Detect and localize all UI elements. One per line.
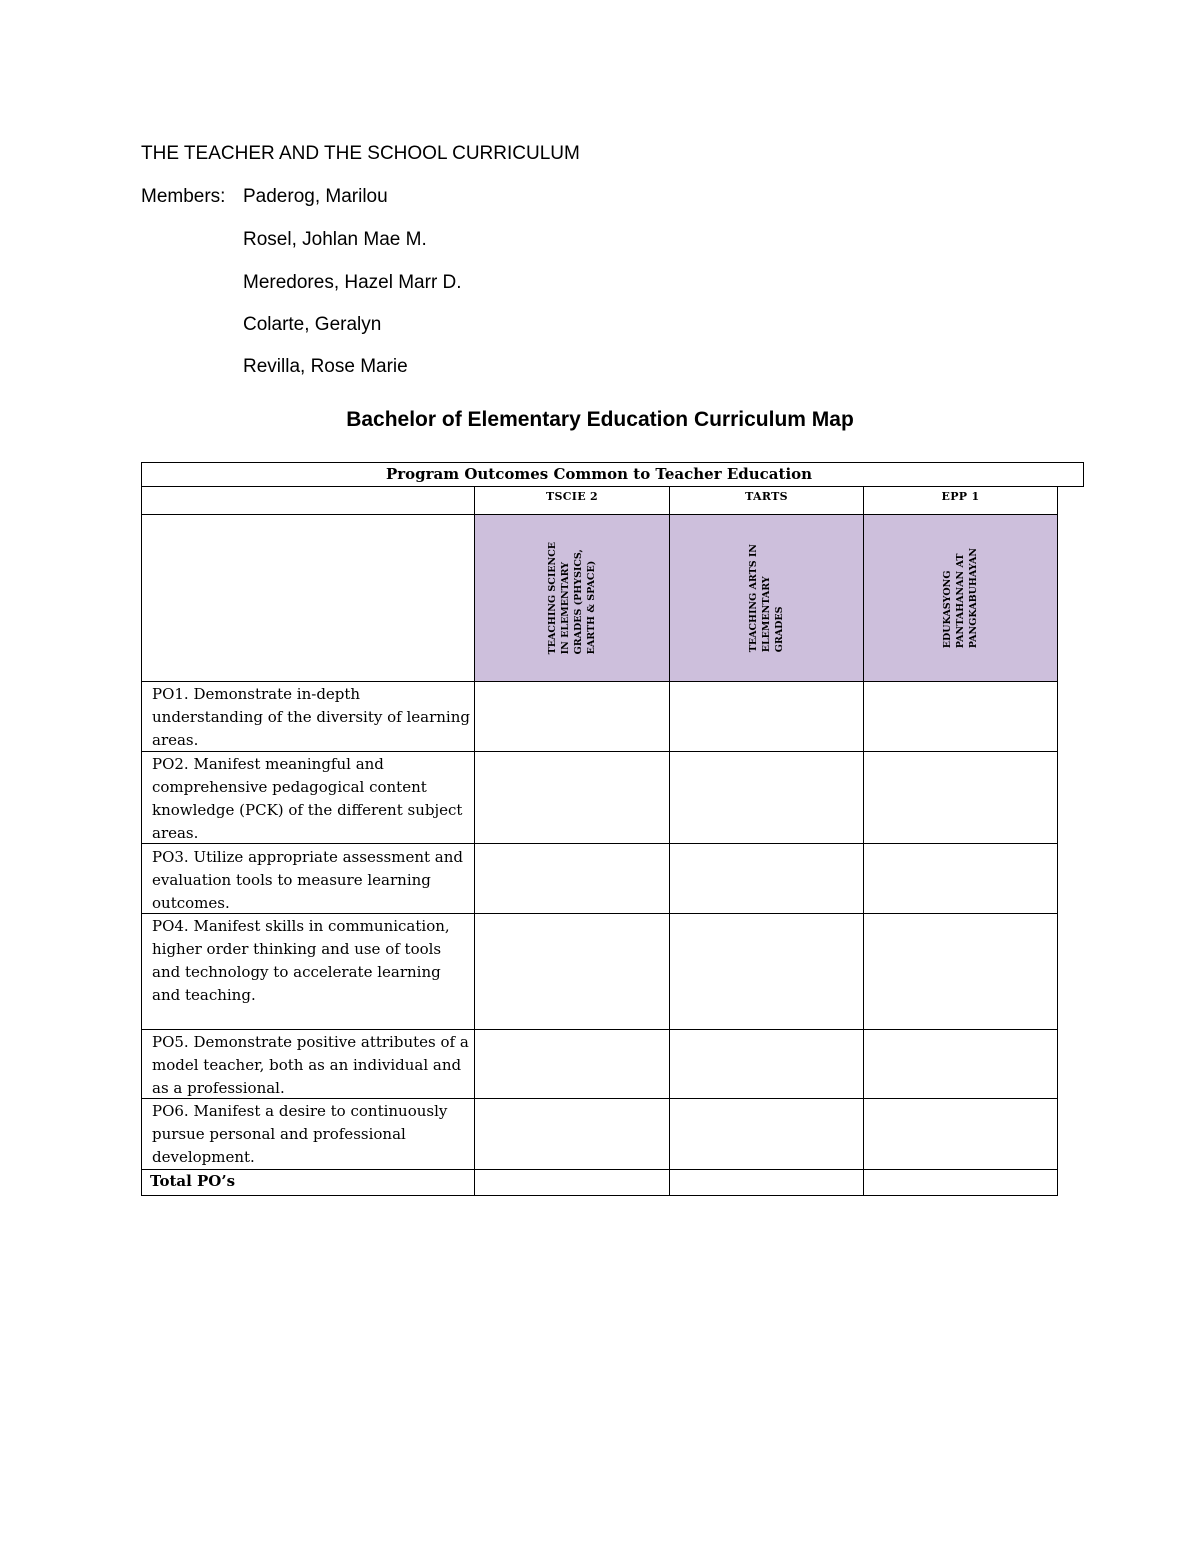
course-name: EDUKASYONG PANTAHANAN AT PANGKABUHAYAN bbox=[942, 547, 979, 649]
member-name: Rosel, Johlan Mae M. bbox=[243, 229, 427, 250]
curriculum-map-title: Bachelor of Elementary Education Curriculum Map bbox=[346, 408, 854, 431]
table-rule bbox=[141, 681, 1058, 682]
table-rule bbox=[141, 1029, 1058, 1030]
program-outcome: PO3. Utilize appropriate assessment and evaluation tools to measure learning outcomes. bbox=[152, 848, 463, 912]
course-name: TEACHING ARTS IN ELEMENTARY GRADES bbox=[748, 543, 785, 653]
member-name: Meredores, Hazel Marr D. bbox=[243, 272, 462, 293]
member-name: Revilla, Rose Marie bbox=[243, 356, 408, 377]
program-outcome: PO2. Manifest meaningful and comprehensive pedagogical content knowledge (PCK) of the different subject areas. bbox=[152, 755, 463, 842]
program-outcome: PO4. Manifest skills in communication, higher order thinking and use of tools and technology to accelerate learning and teaching. bbox=[152, 917, 450, 1004]
program-outcome: PO5. Demonstrate positive attributes of a model teacher, both as an individual and as a professional. bbox=[152, 1033, 469, 1097]
member-name: Colarte, Geralyn bbox=[243, 314, 382, 335]
course-name: TEACHING SCIENCE IN ELEMENTARY GRADES (PHYSICS, EARTH & SPACE) bbox=[547, 541, 597, 655]
member-name: Paderog, Marilou bbox=[243, 186, 388, 207]
total-pos-label: Total PO’s bbox=[150, 1172, 236, 1190]
course-code: EPP 1 bbox=[941, 490, 980, 503]
course-code: TSCIE 2 bbox=[546, 490, 598, 503]
course-title: THE TEACHER AND THE SCHOOL CURRICULUM bbox=[141, 143, 580, 164]
members-label: Members: bbox=[141, 186, 226, 207]
program-outcome: PO6. Manifest a desire to continuously pursue personal and professional development. bbox=[152, 1102, 448, 1166]
program-outcome: PO1. Demonstrate in-depth understanding of the diversity of learning areas. bbox=[152, 685, 470, 749]
course-code: TARTS bbox=[745, 490, 788, 503]
program-outcomes-header: Program Outcomes Common to Teacher Education bbox=[385, 465, 813, 483]
table-rule bbox=[141, 1169, 1058, 1170]
